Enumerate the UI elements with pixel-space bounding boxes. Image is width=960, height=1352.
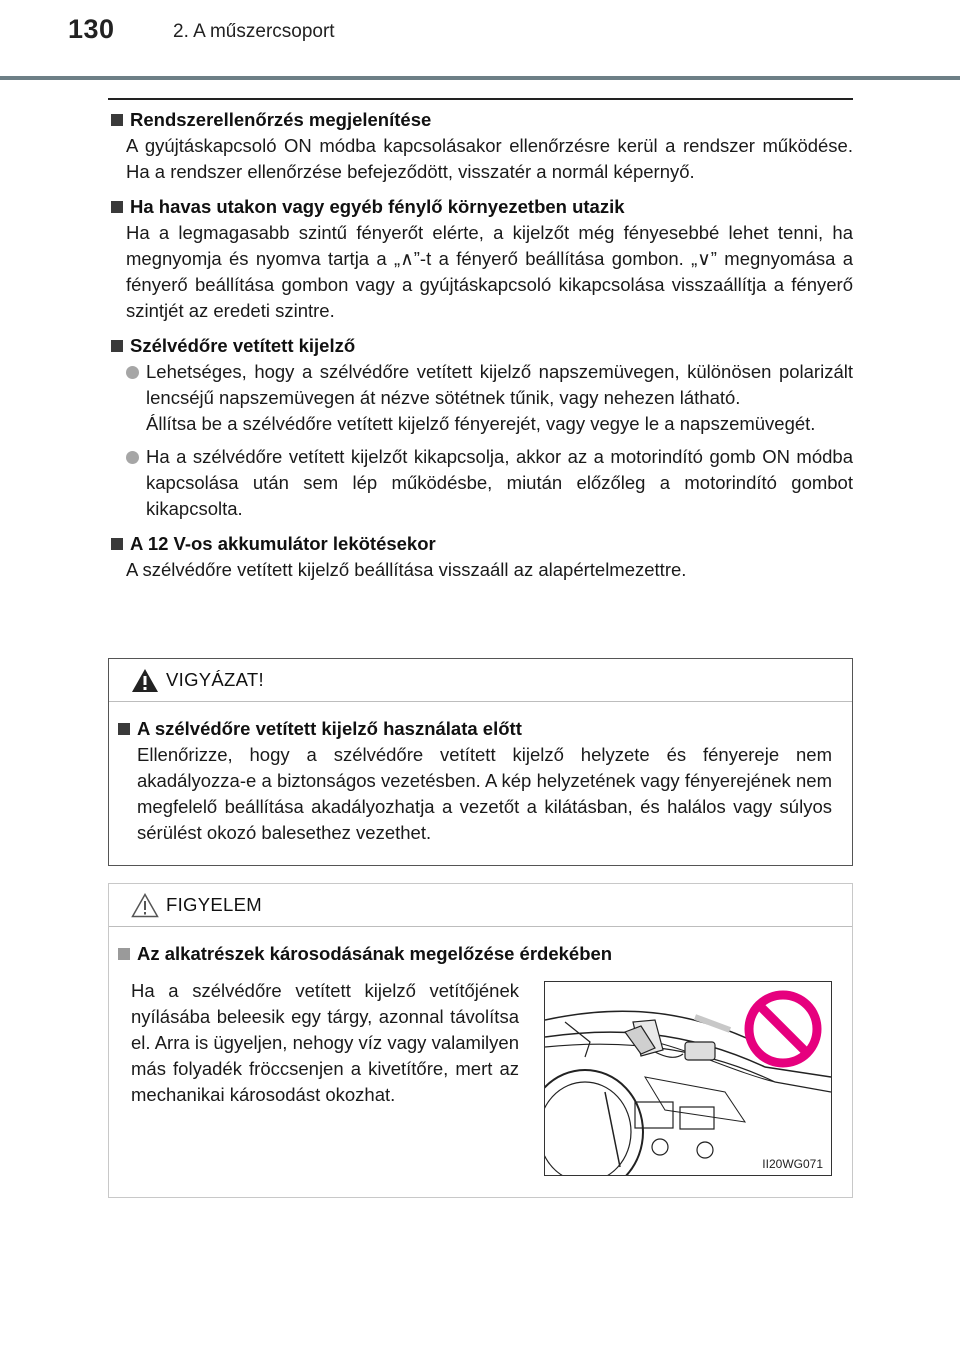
notice-body: Ha a szélvédőre vetített kijelző vetítőjének nyílásába beleesik egy tárgy, azonnal távolítsa el. Arra is ügyeljen, nehogy víz vagy valamilyen más folyadék fröccsenjen a kivetítőre, mert az mechanikai károsodást okozhat. (131, 980, 519, 1105)
main-content (108, 107, 853, 592)
header-divider (0, 76, 960, 80)
square-bullet-icon (118, 723, 130, 735)
list-item: Ha a szélvédőre vetített kijelzőt kikapcsolja, akkor az a motorindító gomb ON módba kapcsolása után sem lép működésbe, miután előzőleg a motorindító gombot kikapcsolta. (108, 444, 853, 522)
warning-header (109, 659, 852, 702)
dashboard-illustration (544, 981, 832, 1176)
warning-box (108, 658, 853, 866)
square-bullet-icon (111, 538, 123, 550)
warning-body: Ellenőrizze, hogy a szélvédőre vetített kijelző helyzete és fényereje nem akadályozza-e a biztonságos vezetésben. A kép helyzetének vagy fényerejének nem megfelelő beállítása akadályozhatja a vezetőt a kilátásban, és halálos vagy súlyos sérülést okozó balesethez vezethet. (137, 744, 832, 843)
section-snow-roads (108, 194, 853, 324)
page-number: 130 (68, 14, 115, 44)
section-hud (108, 333, 853, 522)
section-body: A gyújtáskapcsoló ON módba kapcsolásakor ellenőrzésre kerül a rendszer működése. Ha a rendszer ellenőrzése befejeződött, visszatér a normál képernyő. (126, 135, 853, 182)
notice-box (108, 883, 853, 1198)
section-title: A 12 V-os akkumulátor lekötésekor (130, 533, 436, 554)
section-body: Ha a legmagasabb szintű fényerőt elérte, a kijelzőt még fényesebbé lehet tenni, ha megnyomja és nyomva tartja a „∧”-t a fényerő beállítása gombon. „∨” megnyomása a fényerő beállítása gombon vagy a gyújtáskapcsoló kikapcsolása visszaállítja a fényerő szintjét az eredeti szintre. (126, 222, 853, 321)
warning-title: A szélvédőre vetített kijelző használata előtt (137, 718, 522, 739)
chapter-title: 2. A műszercsoport (173, 21, 335, 42)
section-title: Ha havas utakon vagy egyéb fénylő környezetben utazik (130, 196, 625, 217)
warning-triangle-icon (131, 668, 159, 693)
square-bullet-icon (111, 340, 123, 352)
notice-label: FIGYELEM (166, 894, 262, 915)
image-code: II20WG071 (762, 1157, 823, 1171)
section-battery (108, 531, 853, 583)
circle-bullet-icon (126, 451, 139, 464)
dashboard-spill-illustration (545, 982, 831, 1175)
warning-label: VIGYÁZAT! (166, 669, 264, 690)
section-body: A szélvédőre vetített kijelző beállítása visszaáll az alapértelmezettre. (126, 559, 687, 580)
section-title: Szélvédőre vetített kijelző (130, 335, 356, 356)
section-title: Rendszerellenőrzés megjelenítése (130, 109, 432, 130)
square-bullet-icon (111, 201, 123, 213)
notice-title: Az alkatrészek károsodásának megelőzése érdekében (137, 943, 613, 964)
circle-bullet-icon (126, 366, 139, 379)
section-system-check (108, 107, 853, 185)
caution-triangle-icon (131, 893, 159, 918)
list-item: Lehetséges, hogy a szélvédőre vetített kijelző napszemüvegen, különösen polarizált lencséjű napszemüvegen át nézve sötétnek tűnik, vagy nehezen látható. (108, 359, 853, 411)
square-bullet-icon (118, 948, 130, 960)
section-divider (108, 98, 853, 100)
square-bullet-icon (111, 114, 123, 126)
list-item-continuation: Állítsa be a szélvédőre vetített kijelző fényerejét, vagy vegye le a napszemüvegét. (146, 413, 816, 434)
notice-header (109, 884, 852, 927)
